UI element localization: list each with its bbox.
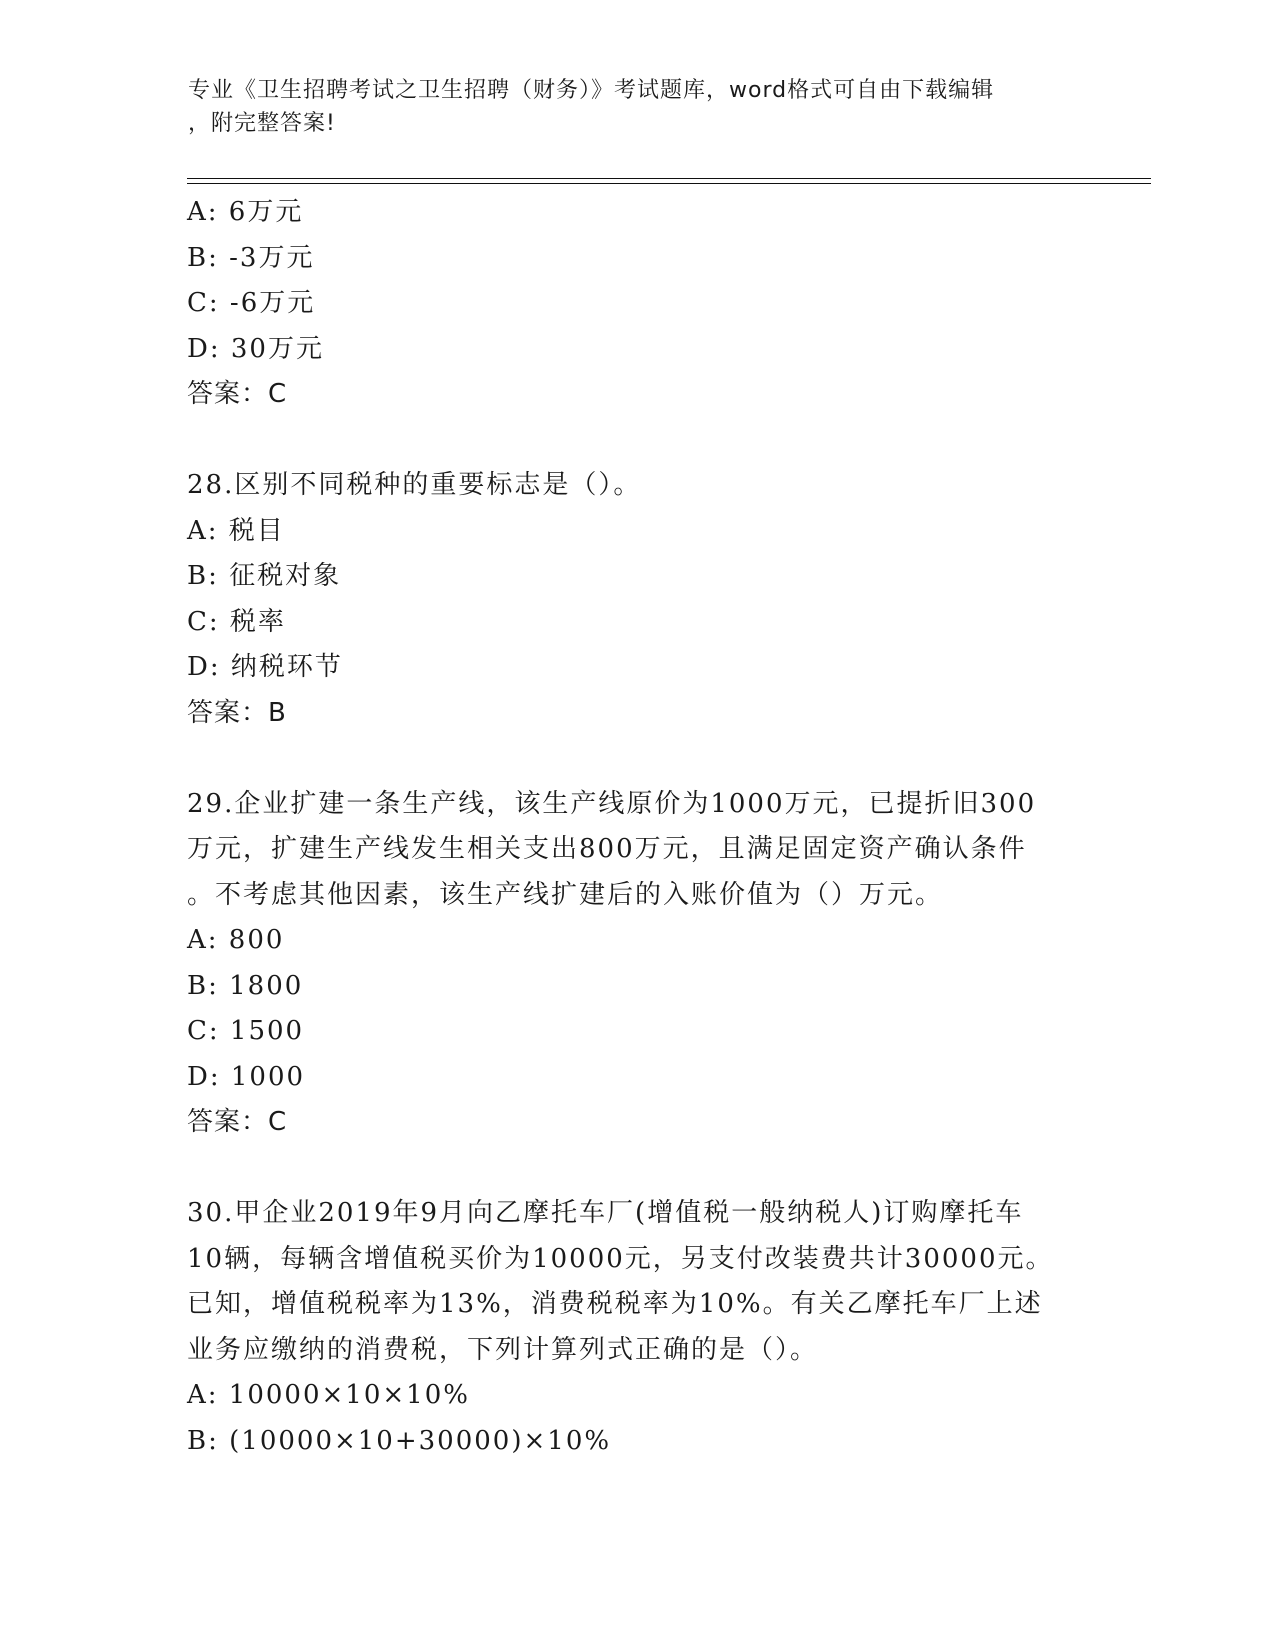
option-c: C: -6万元 [187, 288, 316, 318]
option-d: D: 纳税环节 [187, 652, 343, 682]
question-text-line-2: 10辆，每辆含增值税买价为10000元，另支付改装费共计30000元。 [187, 1243, 1054, 1274]
question-28 [187, 463, 1087, 736]
option-b: B: (10000×10+30000)×10% [187, 1425, 612, 1456]
spacer [187, 418, 1087, 464]
option-c: C: 税率 [187, 606, 286, 637]
document-header [188, 74, 1068, 140]
spacer [187, 1146, 1087, 1192]
header-rule-bottom [187, 183, 1151, 184]
option-d: D: 1000 [187, 1061, 306, 1092]
question-29 [187, 782, 1087, 1146]
question-text-line-3: 已知，增值税税率为13%，消费税税率为10%。有关乙摩托车厂上述 [187, 1289, 1043, 1319]
question-text-line-1: 30.甲企业2019年9月向乙摩托车厂(增值税一般纳税人)订购摩托车 [187, 1198, 1024, 1228]
spacer [187, 736, 1087, 782]
question-text-line-1: 29.企业扩建一条生产线，该生产线原价为1000万元，已提折旧300 [187, 788, 1037, 819]
option-b: B: 征税对象 [187, 561, 342, 591]
option-d: D: 30万元 [187, 333, 324, 364]
header-line-2: ，附完整答案! [188, 111, 336, 136]
question-text-line-4: 业务应缴纳的消费税，下列计算列式正确的是（）。 [187, 1334, 819, 1365]
question-27-continued [187, 190, 1087, 418]
option-c: C: 1500 [187, 1016, 305, 1046]
option-a: A: 6万元 [187, 197, 304, 227]
option-a: A: 800 [187, 925, 285, 955]
option-b: B: 1800 [187, 970, 304, 1001]
question-text-line-3: 。不考虑其他因素，该生产线扩建后的入账价值为（）万元。 [187, 879, 944, 910]
question-text-line-2: 万元，扩建生产线发生相关支出800万元，且满足固定资产确认条件 [187, 834, 1027, 864]
answer-line: 答案：B [187, 697, 287, 728]
question-30 [187, 1191, 1087, 1464]
option-a: A: 税目 [187, 515, 285, 546]
header-line-1: 专业《卫生招聘考试之卫生招聘（财务）》考试题库，word格式可自由下载编辑 [188, 78, 995, 103]
question-list [187, 190, 1087, 1464]
answer-line: 答案：C [187, 1107, 288, 1137]
option-a: A: 10000×10×10% [187, 1380, 470, 1410]
option-b: B: -3万元 [187, 242, 315, 273]
question-text: 28.区别不同税种的重要标志是（）。 [187, 470, 642, 500]
answer-line: 答案：C [187, 379, 288, 409]
header-rule-top [187, 178, 1151, 179]
